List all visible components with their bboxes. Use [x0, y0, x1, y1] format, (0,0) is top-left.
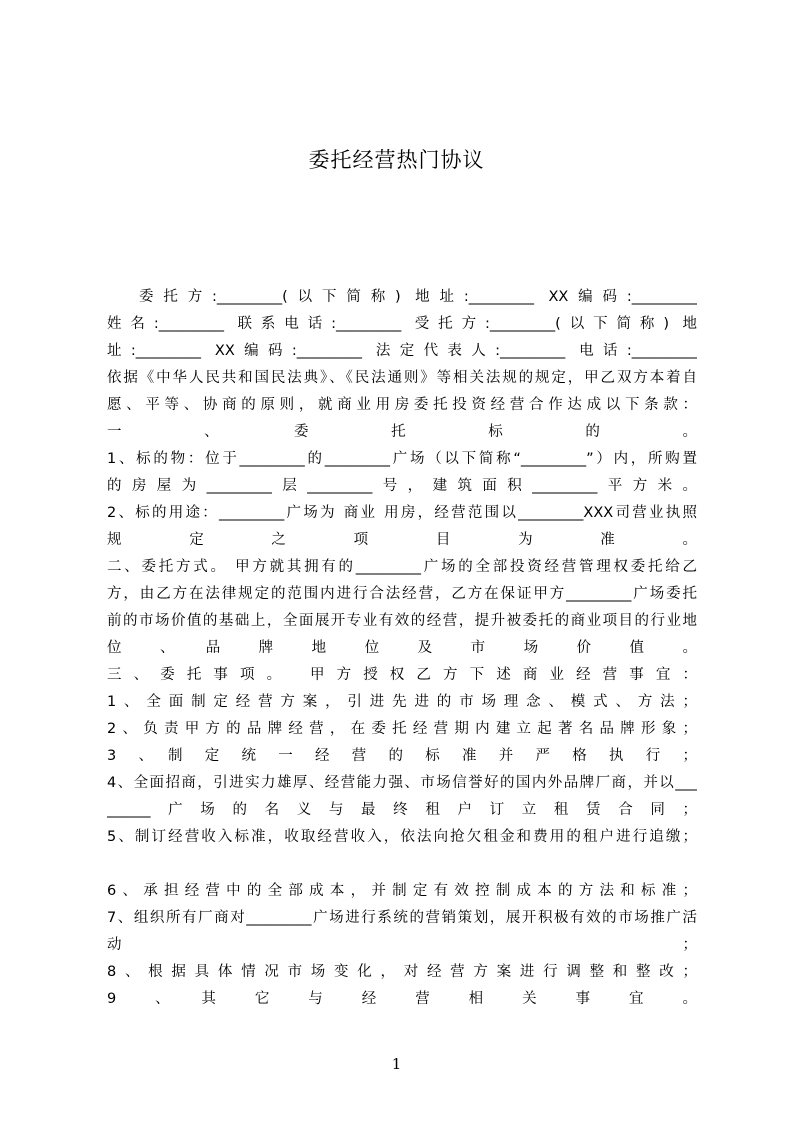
text-line: 1、标的物：位于_________的_________广场（以下简称“_________”）内，所购置 [107, 451, 697, 467]
document-title: 委托经营热门协议 [308, 148, 485, 172]
text-line: 动 ； [107, 937, 697, 953]
text-line: 6、承担经营中的全部成本，并制定有效控制成本的方法和标准； [107, 883, 697, 899]
text-line: 址:_________ XX编码:_________ 法定代表人:_________ 电话:_________ [107, 343, 697, 359]
text-line: 委托方:_________(以下简称) 地址:_________ XX编码:_________ [139, 289, 697, 305]
blank-line [107, 851, 697, 878]
text-line: 的房屋为_________层_________号，建筑面积_________平方米。 [107, 478, 697, 494]
text-line: 9 、 其 它 与 经 营 相 关 事 宜 。 [107, 991, 697, 1007]
text-line: 3 、 制 定 统 一 经 营 的 标 准 并 严 格 执 行 ； [107, 748, 697, 764]
text-line: 愿、平等、协商的原则，就商业用房委托投资经营合作达成以下条款： [107, 397, 697, 413]
text-line: 前的市场价值的基础上，全面展开专业有效的经营，提升被委托的商业项目的行业地 [107, 613, 697, 629]
text-line: 4、全面招商，引进实力雄厚、经营能力强、市场信誉好的国内外品牌厂商，并以___ [107, 775, 697, 791]
text-line: ______广场的名义与最终租户订立租赁合同； [107, 802, 697, 818]
text-line: 5、制订经营收入标准，收取经营收入，依法向抢欠租金和费用的租户进行追缴； [107, 829, 697, 845]
text-line: 7、组织所有厂商对_________广场进行系统的营销策划，展开积极有效的市场推广活 [107, 910, 697, 926]
text-line: 一 、 委 托 标 的 。 [107, 424, 697, 440]
text-line: 1、全面制定经营方案，引进先进的市场理念、模式、方法； [107, 694, 697, 710]
text-line: 规 定 之 项 目 为 准 。 [107, 532, 697, 548]
page-number: 1 [391, 1055, 402, 1073]
text-line: 二、委托方式。 甲方就其拥有的_________广场的全部投资经营管理权委托给乙 [107, 559, 697, 575]
text-line: 依据《中华人民共和国民法典》、《民法通则》等相关法规的规定，甲乙双方本着自 [107, 370, 697, 386]
text-line: 三、委托事项。 甲方授权乙方下述商业经营事宜： [107, 667, 697, 683]
text-line: 姓名:_________ 联系电话:_________ 受托方:_________(以下简称) 地 [107, 316, 697, 332]
text-line: 2、负责甲方的品牌经营，在委托经营期内建立起著名品牌形象； [107, 721, 697, 737]
document-body [107, 284, 697, 1013]
text-line: 方，由乙方在法律规定的范围内进行合法经营，乙方在保证甲方_________广场委托 [107, 586, 697, 602]
text-line: 2、标的用途：_________广场为 商业 用房，经营范围以_________XXX司营业执照 [107, 505, 697, 521]
text-line: 8、根据具体情况市场变化，对经营方案进行调整和整改； [107, 964, 697, 980]
text-line: 位 、 品 牌 地 位 及 市 场 价 值 。 [107, 640, 697, 656]
